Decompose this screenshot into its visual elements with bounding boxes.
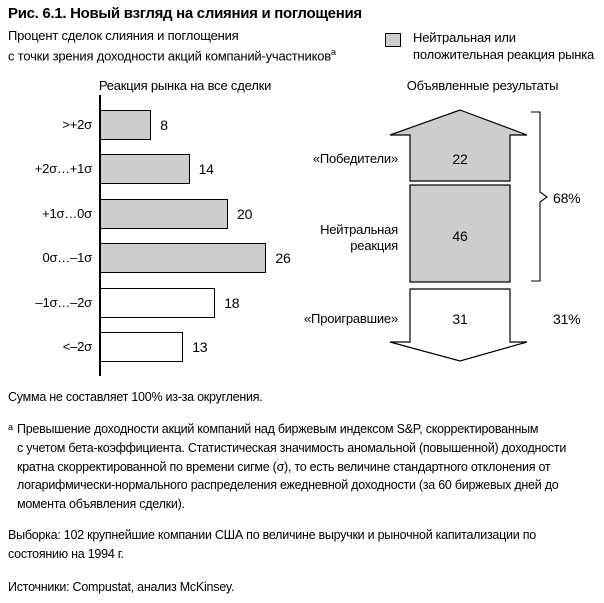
bar-value-label: 8 [160,117,168,133]
page-title: Рис. 6.1. Новый взгляд на слияния и поглощения [8,5,362,22]
bar-segment [100,332,183,362]
footnote-line: кратна скорректированной по времени сигме (σ), то есть величине стандартного отклонения от [17,459,551,474]
winners-label: «Победители» [312,151,398,166]
footnote-marker: а [8,422,13,432]
winners-up-arrow-shape [390,110,527,181]
bracket-31-percent-label: 31% [553,311,581,327]
bar-value-label: 18 [224,295,240,311]
legend-gray-swatch-icon [385,33,401,47]
sources-note: Источники: Compustat, анализ McKinsey. [8,580,235,594]
bar-segment [100,288,215,318]
bar-segment [100,110,151,140]
footnote-line: момента объявления сделки). [17,497,185,512]
bar-category-label: +1σ…0σ [42,206,92,221]
bar-category-label: >+2σ [62,117,92,132]
bar-segment [100,199,228,229]
rounding-note: Сумма не составляет 100% из-за округления. [8,390,263,404]
bar-category-label: –1σ…–2σ [35,295,92,310]
right-chart-title: Объявленные результаты [406,78,559,93]
bar-segment [100,243,266,273]
footnote-line: $^а$ Превышение доходности акций компаний над биржевым индексом S&P, скорректированным [8,422,539,436]
neutral-value: 46 [452,228,468,244]
footnote [8,420,566,514]
bar-category-label: +2σ…+1σ [34,161,92,176]
neutral-label: Нейтральная реакция [320,222,398,253]
left-chart-title: Реакция рынка на все сделки [98,78,272,93]
bar-value-label: 26 [275,250,291,266]
footnote-line: логарифмически-нормального распределения ежедневной доходности (за 60 биржевых дней до [17,478,559,493]
68-percent-brace [531,112,547,281]
footnote-marker: а [330,47,336,57]
bar-value-label: 14 [198,161,214,177]
bar-segment [100,154,190,184]
sample-note: Выборка: 102 крупнейшие компании США по величине выручки и рыночной капитализации по состоянию на 1994 г. [8,528,536,561]
bar-value-label: 20 [237,206,253,222]
losers-label: «Проигравшие» [304,311,398,326]
bracket-68-percent-label: 68% [553,190,581,206]
subtitle-line-2: с точки зрения доходности акций компаний-участников$^а$ [8,47,336,64]
bar-category-label: <–2σ [62,339,92,354]
bar-category-label: 0σ…–1σ [42,250,92,265]
winners-value: 22 [452,151,468,167]
footnote-line: с учетом бета-коэффициента. Статистическая значимость аномальной (повышенной) доходности [17,440,567,455]
bar-value-label: 13 [192,339,208,355]
subtitle-line-1: Процент сделок слияния и поглощения [8,28,239,43]
legend-label: Нейтральная или положительная реакция рынка [413,30,595,62]
figure-subtitle [8,27,336,64]
losers-value: 31 [452,311,468,327]
